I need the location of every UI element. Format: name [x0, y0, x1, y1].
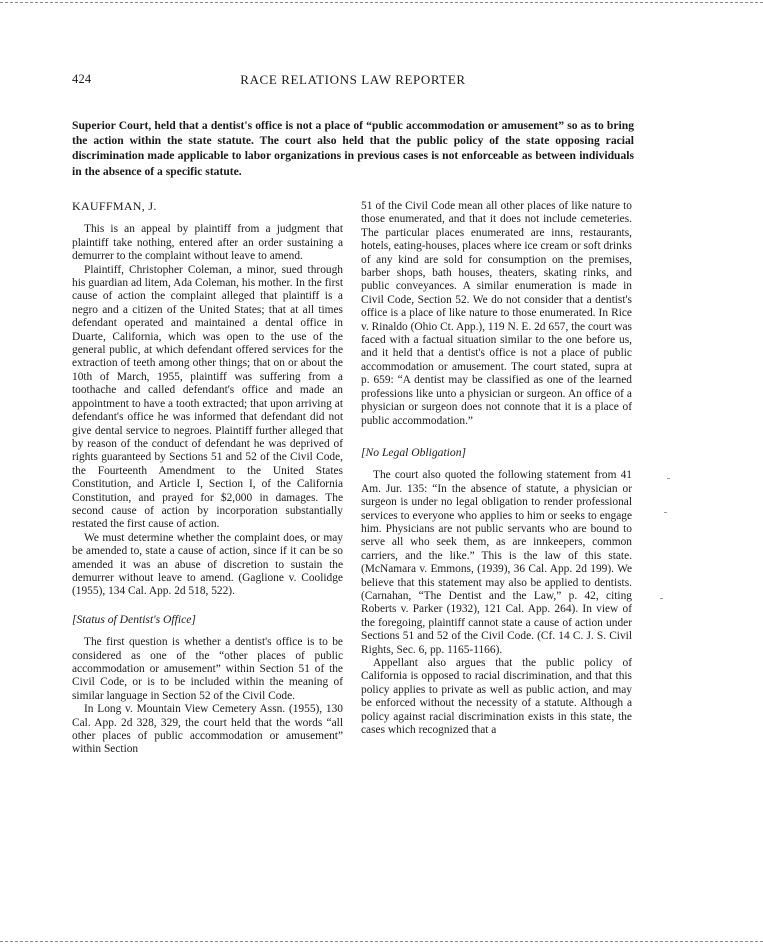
paragraph: In Long v. Mountain View Cemetery Assn. (1955), 130 Cal. App. 2d 328, 329, the court held that the words “all other places of public accommodation or amusement” within Section — [72, 703, 343, 756]
judge-name: KAUFFMAN, J. — [72, 199, 157, 213]
scan-speck — [667, 478, 670, 479]
paragraph: Appellant also argues that the public policy of California is opposed to racial discrimination, and that this policy applies to private as well as public action, and may be enforced without the necessity of a statute. Although a policy against racial discrimination exists in this state, the cases which recognized that a — [361, 657, 632, 737]
paragraph: The court also quoted the following statement from 41 Am. Jur. 135: “In the absence of statute, a physician or surgeon is under no legal obligation to render professional services to everyone who applies to him or seeks to engage him. Physicians are not public servants who are bound to serve all who seek them, as are innkeepers, common carriers, and the like.” This is the law of this state. (McNamara v. Emmons, (1939), 36 Cal. App. 2d 199). We believe that this statement may also be applied to dentists. (Carnahan, “The Dentist and the Law,” p. 42, citing Roberts v. Parker (1932), 121 Cal. App. 264). In view of the foregoing, plaintiff cannot state a cause of action under Sections 51 and 52 of the Civil Code. (Cf. 14 C. J. S. Civil Rights, Sec. 6, pp. 1165-1166). — [361, 469, 632, 656]
paragraph: We must determine whether the complaint does, or may be amended to, state a cause of action, since if it can be so amended it was an abuse of discretion to sustain the demurrer without leave to amend. (Gaglione v. Coolidge (1955), 134 Cal. App. 2d 518, 522). — [72, 531, 343, 598]
scan-edge-top — [0, 2, 763, 3]
running-head: RACE RELATIONS LAW REPORTER — [240, 72, 466, 87]
headnote: Superior Court, held that a dentist's office is not a place of “public accommodation or amusement” so as to bring the action within the state statute. The court also held that the public policy of the state opposing racial discrimination made applicable to labor organizations in previous cases is not enforceable as between individuals in the absence of a specific statute. — [72, 119, 634, 178]
section-heading-status-of-dentists-office: [Status of Dentist's Office] — [72, 612, 196, 626]
section-heading-no-legal-obligation: [No Legal Obligation] — [361, 445, 467, 459]
left-column — [72, 200, 343, 757]
page-number: 424 — [72, 72, 92, 86]
paragraph: 51 of the Civil Code mean all other places of like nature to those enumerated, and that it does not include cemeteries. The particular places enumerated are inns, restaurants, hotels, eating-houses, places where ice cream or soft drinks of any kind are sold for consumption on the premises, barber shops, bath houses, theaters, skating rinks, and public conveyances. A similar enumeration is made in Civil Code, Section 52. We do not consider that a dentist's office is a place of like nature to those enumerated. In Rice v. Rinaldo (Ohio Ct. App.), 119 N. E. 2d 657, the court was faced with a factual situation similar to the one before us, and it held that a dentist's office is not a place of public accommodation or amusement. The court stated, supra at p. 659: “A dentist may be classified as one of the learned professions like unto a physician or surgeon. An office of a physician or surgeon does not connote that it is a place of public accommodation.” — [361, 200, 632, 427]
page-header — [72, 72, 634, 90]
right-column — [361, 200, 632, 737]
scan-speck — [664, 512, 667, 513]
scan-edge-bottom — [0, 941, 763, 942]
paragraph: The first question is whether a dentist's office is to be considered as one of the “other places of public accommodation or amusement” within Section 51 of the Civil Code, or is to be included within the meaning of similar language in Section 52 of the Civil Code. — [72, 636, 343, 702]
paragraph: This is an appeal by plaintiff from a judgment that plaintiff take nothing, entered after an order sustaining a demurrer to the complaint without leave to amend. — [72, 223, 343, 263]
scan-speck — [660, 598, 663, 599]
paragraph: Plaintiff, Christopher Coleman, a minor, sued through his guardian ad litem, Ada Coleman, his mother. In the first cause of action the complaint alleged that plaintiff is a negro and a citizen of the United States; that at all times defendant operated and maintained a dental office in Duarte, California, which was open to the use of the general public, at which defendant offered services for the extraction of teeth among other things; that on or about the 10th of March, 1955, plaintiff was suffering from a toothache and called defendant's office and made an appointment to have a tooth extracted; that upon arriving at defendant's office he was informed that defendant did not give dental service to negroes. Plaintiff further alleged that by reason of the conduct of defendant he was deprived of rights guaranteed by Sections 51 and 52 of the Civil Code, the Fourteenth Amendment to the United States Constitution, and Article I, Section I, of the California Constitution, and prayed for $2,000 in damages. The second cause of action by incorporation substantially restated the first cause of action. — [72, 263, 343, 531]
